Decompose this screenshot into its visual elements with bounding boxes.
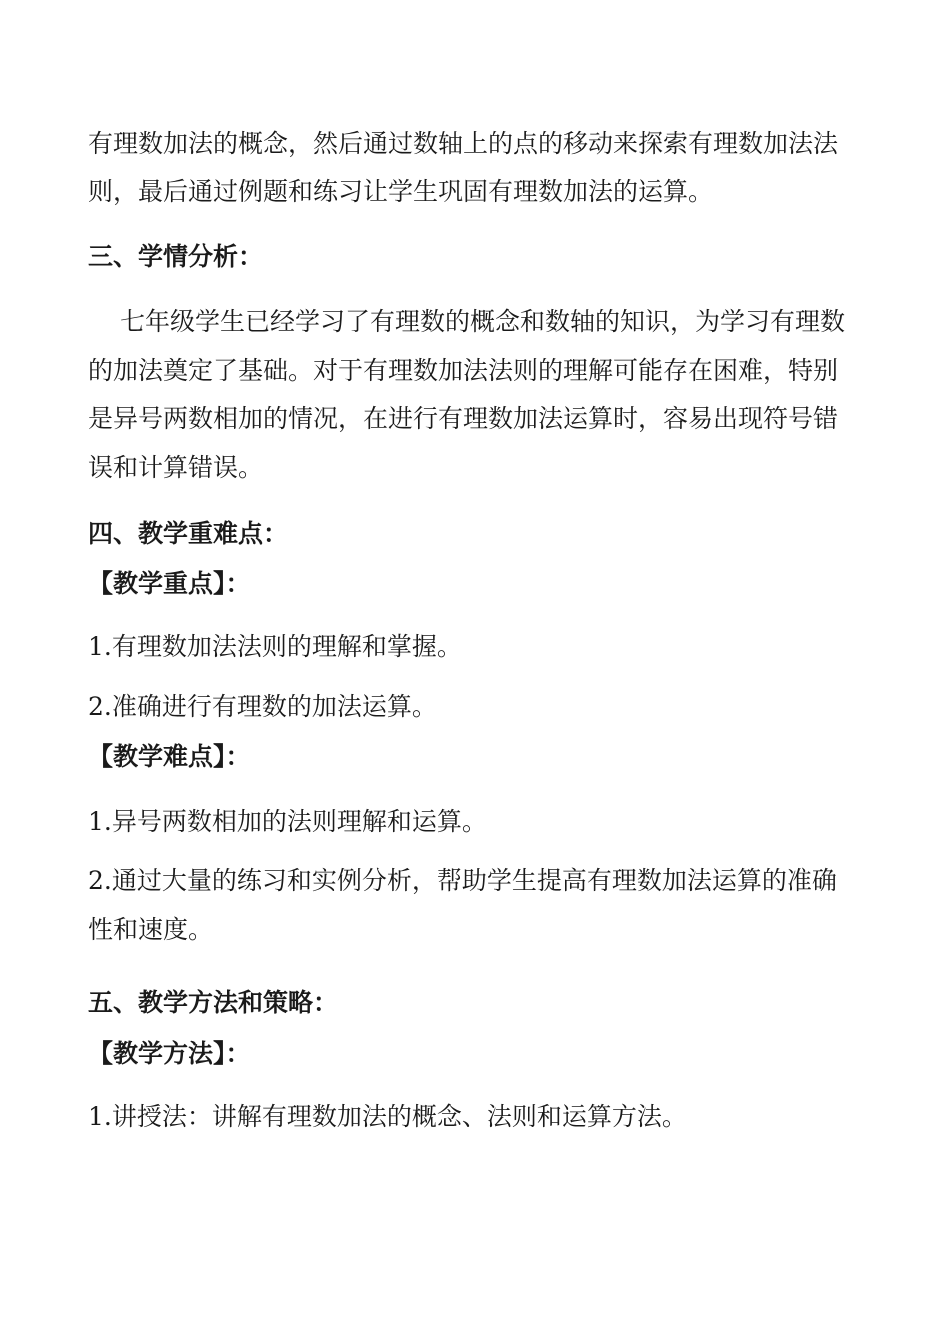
key-point-item-2: 2.准确进行有理数的加法运算。 — [88, 692, 437, 721]
section3-line-4: 误和计算错误。 — [88, 453, 264, 482]
section5-title: 五、教学方法和策略： — [88, 988, 339, 1017]
key-point-item-1: 1.有理数加法法则的理解和掌握。 — [88, 632, 462, 661]
method-item-1: 1.讲授法：讲解有理数加法的概念、法则和运算方法。 — [88, 1102, 687, 1131]
key-points-label: 【教学重点】： — [88, 569, 251, 598]
section3-title: 三、学情分析： — [88, 242, 264, 271]
difficult-points-label: 【教学难点】： — [88, 742, 251, 771]
difficult-point-item-2: 2.通过大量的练习和实例分析，帮助学生提高有理数加法运算的准确 — [88, 866, 837, 895]
methods-label: 【教学方法】： — [88, 1039, 251, 1068]
section3-line-1: 七年级学生已经学习了有理数的概念和数轴的知识，为学习有理数 — [120, 307, 846, 336]
intro-line-2: 则，最后通过例题和练习让学生巩固有理数加法的运算。 — [88, 177, 714, 206]
section4-title: 四、教学重难点： — [88, 519, 289, 548]
difficult-point-item-1: 1.异号两数相加的法则理解和运算。 — [88, 807, 487, 836]
section3-line-2: 的加法奠定了基础。对于有理数加法法则的理解可能存在困难，特别 — [88, 356, 839, 385]
section3-line-3: 是异号两数相加的情况，在进行有理数加法运算时，容易出现符号错 — [88, 404, 839, 433]
intro-line-1: 有理数加法的概念，然后通过数轴上的点的移动来探索有理数加法法 — [88, 129, 839, 158]
difficult-point-item-2-cont: 性和速度。 — [88, 915, 214, 944]
